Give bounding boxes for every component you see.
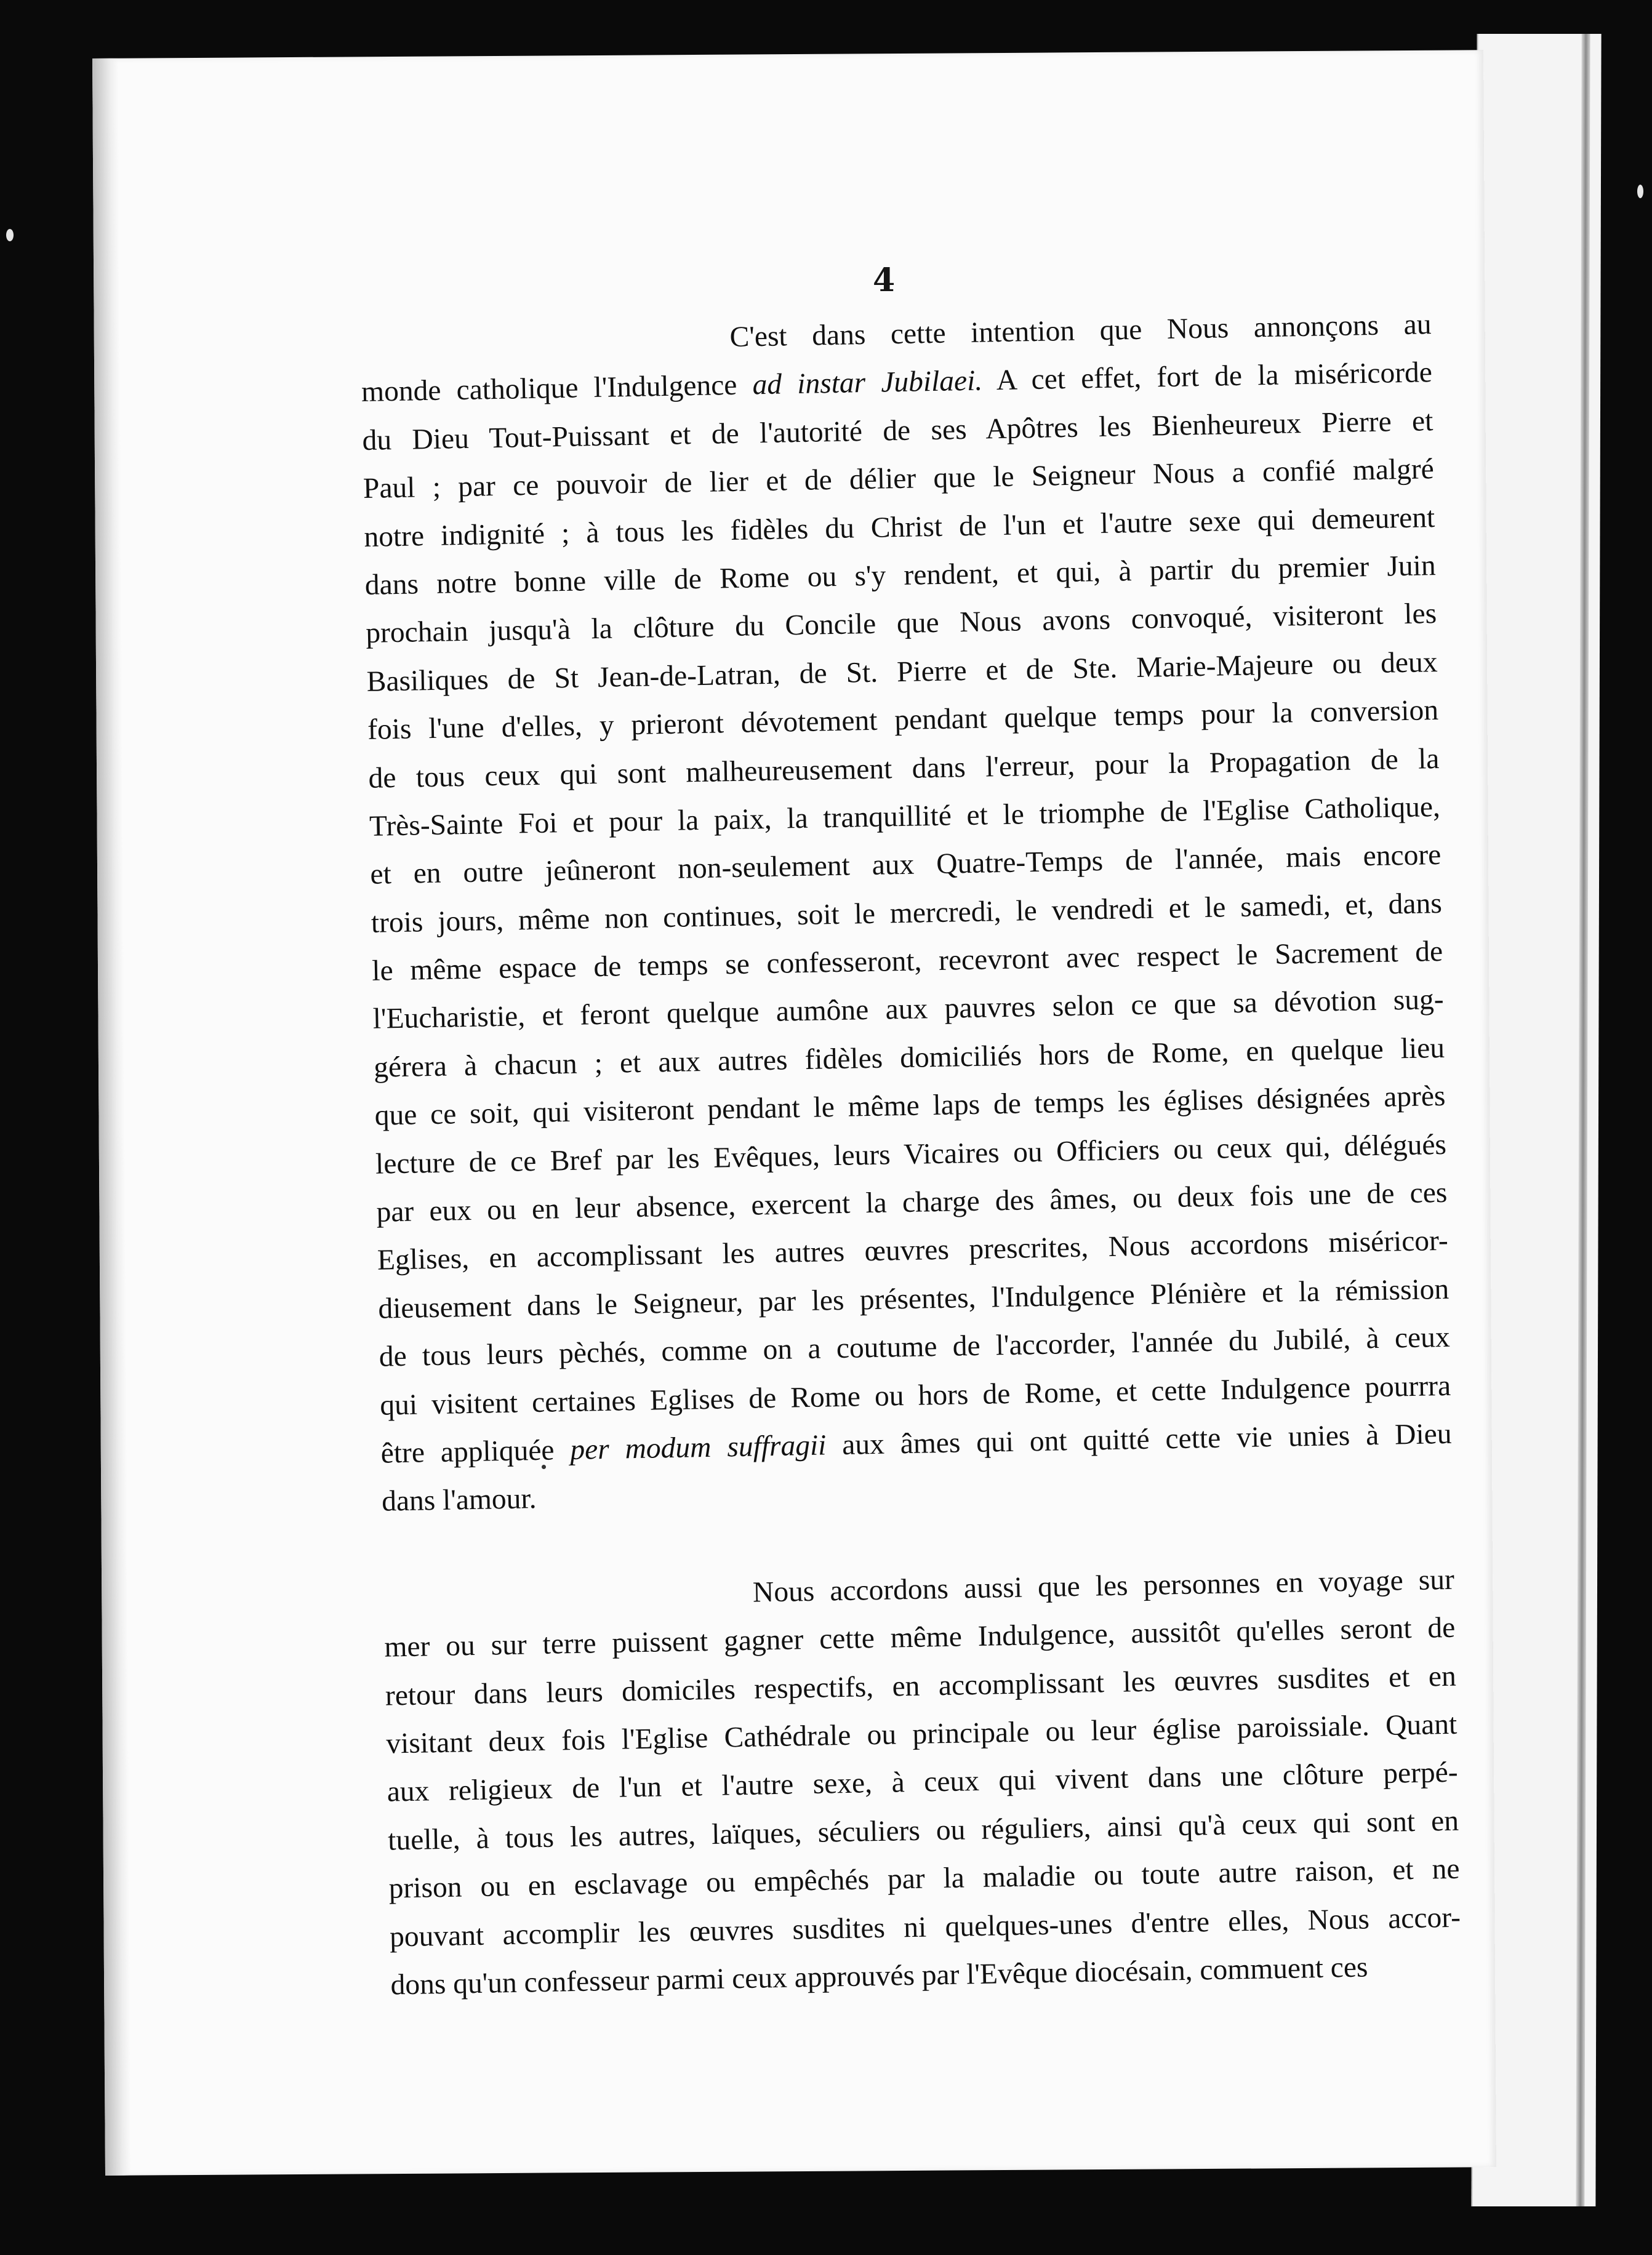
text-segment: prochain jusqu'à la clôture du Concile que Nous avons convoqué, visiteront les [365, 598, 1437, 650]
text-segment: de tous leurs pèchés, comme on a coutume de l'accorder, l'année du Jubilé, à ceux [379, 1321, 1451, 1373]
text-segment: que ce soit, qui visiteront pendant le même laps de temps les églises désignées après [374, 1080, 1446, 1132]
page-number: 4 [873, 262, 896, 299]
text-segment: retour dans leurs domiciles respectifs, en accomplissant les œuvres susdites et en [385, 1660, 1457, 1712]
text-segment: l'Eucharistie, et feront quelque aumône aux pauvres selon ce que sa dévotion sug- [372, 983, 1445, 1036]
paragraph-2 [383, 1556, 1462, 2009]
speck-2 [1637, 185, 1643, 198]
paragraph-container [360, 300, 1462, 2009]
text-segment: de tous ceux qui sont malheureusement dans l'erreur, pour la Propagation de la [368, 742, 1440, 795]
body-text [360, 300, 1462, 2009]
text-segment: dieusement dans le Seigneur, par les présentes, l'Indulgence Plénière et la rémission [377, 1273, 1450, 1325]
text-segment: tuelle, à tous les autres, laïques, séculiers ou réguliers, ainsi qu'à ceux qui sont en [387, 1804, 1459, 1857]
text-segment: et en outre jeûneront non-seulement aux Quatre-Temps de l'année, mais encore [370, 839, 1441, 891]
text-segment: Basiliques de St Jean-de-Latran, de St. Pierre et de Ste. Marie-Majeure ou deux [366, 646, 1438, 698]
text-segment: Eglises, en accomplissant les autres œuvres prescrites, Nous accordons miséricor- [377, 1225, 1449, 1277]
text-segment: dans notre bonne ville de Rome ou s'y rendent, et qui, à partir du premier Juin [364, 549, 1437, 601]
text-segment: le même espace de temps se confesseront, recevront avec respect le Sacrement de [371, 935, 1443, 987]
text-segment: Nous accordons aussi que les personnes en voyage sur [752, 1563, 1455, 1609]
text-segment: dons qu'un confesseur parmi ceux approuvés par l'Evêque diocésain, commuent ces [390, 1951, 1368, 2001]
text-segment: notre indignité ; à tous les fidèles du Christ de l'un et l'autre sexe qui demeurent [363, 501, 1435, 553]
text-segment: Paul ; par ce pouvoir de lier et de délier que le Seigneur Nous a confié malgré [363, 453, 1435, 505]
text-segment: prison ou en esclavage ou empêchés par la maladie ou toute autre raison, et ne [388, 1852, 1460, 1905]
text-segment: C'est dans cette intention que Nous annonçons au [729, 308, 1432, 353]
italic-phrase: ad instar Jubilaei. [752, 364, 983, 401]
text-segment: qui visitent certaines Eglises de Rome ou hors de Rome, et cette Indulgence pourrra [379, 1369, 1451, 1422]
text-segment: par eux ou en leur absence, exercent la charge des âmes, ou deux fois une de ces [376, 1176, 1448, 1228]
text-segment: être appliquée [380, 1434, 571, 1470]
text-segment: lecture de ce Bref par les Evêques, leurs Vicaires ou Officiers ou ceux qui, délégués [375, 1128, 1447, 1180]
text-segment: trois jours, même non continues, soit le mercredi, le vendredi et le samedi, et, dans [371, 887, 1443, 939]
italic-phrase: per modum suffragii [569, 1429, 827, 1467]
text-segment: monde catholique l'Indulgence [361, 369, 753, 409]
text-segment: gérera à chacun ; et aux autres fidèles domiciliés hors de Rome, en quelque lieu [373, 1031, 1445, 1084]
text-segment: mer ou sur terre puissent gagner cette même Indulgence, aussitôt qu'elles seront de [384, 1611, 1456, 1664]
text-segment: du Dieu Tout-Puissant et de l'autorité de ses Apôtres les Bienheureux Pierre et [362, 404, 1433, 457]
text-segment: pouvant accomplir les œuvres susdites ni quelques-unes d'entre elles, Nous accor- [389, 1901, 1461, 1953]
speck-1 [6, 229, 14, 241]
paragraph-1 [360, 300, 1453, 1526]
text-segment: fois l'une d'elles, y prieront dévotement pendant quelque temps pour la conversion [367, 694, 1439, 747]
text-segment: aux âmes qui ont quitté cette vie unies à Dieu [825, 1417, 1452, 1462]
text-segment: Très-Sainte Foi et pour la paix, la tranquillité et le triomphe de l'Eglise Catholique, [369, 790, 1441, 843]
text-segment: visitant deux fois l'Eglise Cathédrale ou principale ou leur église paroissiale. Quant [385, 1708, 1458, 1760]
text-segment: A cet effet, fort de la miséricorde [982, 356, 1433, 397]
text-segment: aux religieux de l'un et l'autre sexe, à ceux qui vivent dans une clôture perpé- [387, 1756, 1459, 1808]
text-segment: dans l'amour. [381, 1483, 537, 1518]
